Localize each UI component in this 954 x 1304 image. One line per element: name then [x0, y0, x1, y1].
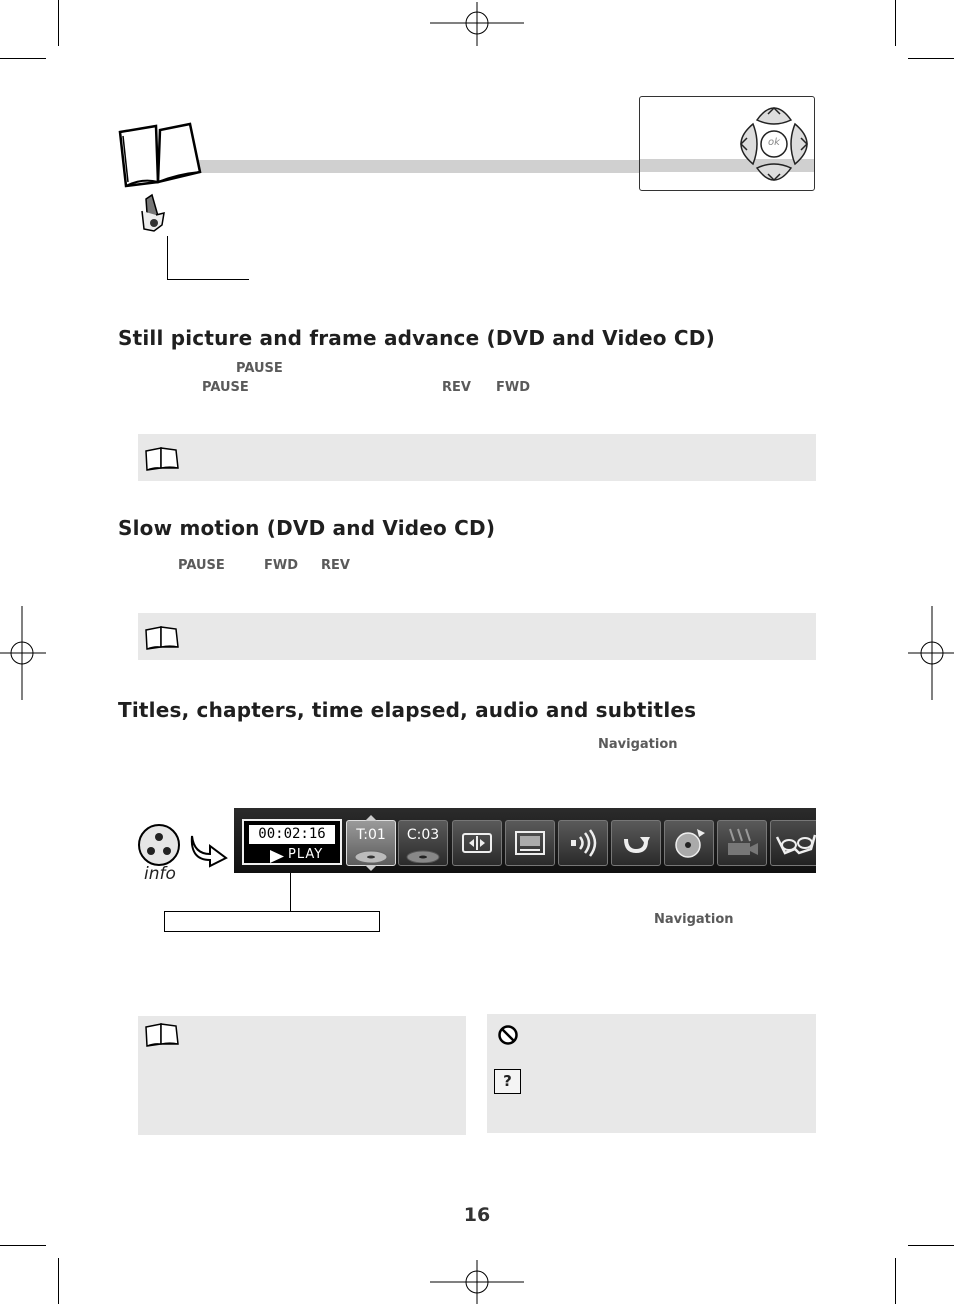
chapter-selector[interactable] — [398, 820, 448, 866]
key-pause: PAUSE — [236, 361, 283, 376]
book-icon — [144, 625, 180, 651]
subtitle-button[interactable] — [505, 820, 555, 866]
info-label: info — [144, 864, 176, 884]
key-pause: PAUSE — [202, 380, 249, 395]
hand-exclamation-icon — [138, 193, 170, 233]
key-rev: REV — [321, 558, 350, 573]
note-box — [138, 434, 816, 481]
section-heading-still-picture: Still picture and frame advance (DVD and Video CD) — [118, 326, 715, 350]
repeat-icon — [620, 829, 652, 857]
tip-bracket-vertical — [167, 236, 168, 280]
registration-mark — [908, 606, 954, 700]
chapter-number: C:03 — [406, 827, 440, 843]
crop-mark — [58, 1258, 59, 1304]
section-heading-slow-motion: Slow motion (DVD and Video CD) — [118, 516, 496, 540]
crop-mark — [895, 1258, 896, 1304]
up-down-arrows-icon — [365, 815, 377, 871]
title-selector[interactable] — [346, 820, 396, 866]
time-search-icon — [461, 831, 493, 855]
angle-button[interactable] — [664, 820, 714, 866]
elapsed-time: 00:02:16 — [249, 825, 335, 844]
book-icon — [144, 1022, 180, 1048]
page-number: 16 — [463, 1204, 491, 1226]
osd-info-bar — [234, 808, 816, 873]
book-icon — [144, 446, 180, 472]
open-book-icon — [116, 122, 206, 188]
ok-label: ok — [768, 137, 780, 148]
section-heading-titles-chapters: Titles, chapters, time elapsed, audio and subtitles — [118, 698, 697, 722]
note-box — [138, 613, 816, 660]
play-triangle-icon — [270, 850, 284, 863]
callout-line — [290, 873, 291, 911]
curved-arrow-icon — [188, 832, 230, 868]
time-play-display[interactable] — [242, 819, 342, 865]
subtitle-icon — [514, 829, 546, 857]
3d-glasses-button[interactable] — [770, 820, 816, 866]
play-status: PLAY — [288, 847, 324, 862]
crop-mark — [895, 0, 896, 46]
speaker-icon — [567, 829, 599, 857]
info-button-icon[interactable] — [136, 823, 182, 869]
note-box — [138, 1016, 466, 1135]
audio-button[interactable] — [558, 820, 608, 866]
crop-mark — [0, 1245, 46, 1246]
disc-icon — [405, 843, 441, 863]
glasses-icon — [775, 831, 816, 857]
crop-mark — [908, 58, 954, 59]
key-pause: PAUSE — [178, 558, 225, 573]
key-navigation: Navigation — [654, 912, 734, 927]
disc-angle-icon — [673, 827, 707, 859]
key-fwd: FWD — [496, 380, 531, 395]
crop-mark — [908, 1245, 954, 1246]
key-fwd: FWD — [264, 558, 299, 573]
repeat-button[interactable] — [611, 820, 661, 866]
camera-angle-button[interactable] — [717, 820, 767, 866]
crop-mark — [58, 0, 59, 46]
tip-bracket-horizontal — [167, 279, 249, 280]
time-search-button[interactable] — [452, 820, 502, 866]
registration-mark — [0, 606, 46, 700]
camera-icon — [724, 827, 760, 859]
title-number: T:01 — [356, 827, 386, 843]
registration-mark — [430, 2, 524, 46]
question-icon: ? — [494, 1069, 521, 1094]
key-rev: REV — [442, 380, 471, 395]
key-navigation: Navigation — [598, 737, 678, 752]
note-box — [487, 1014, 816, 1133]
crop-mark — [0, 58, 46, 59]
callout-box — [164, 911, 380, 932]
registration-mark — [430, 1260, 524, 1304]
prohibited-icon — [497, 1024, 519, 1046]
